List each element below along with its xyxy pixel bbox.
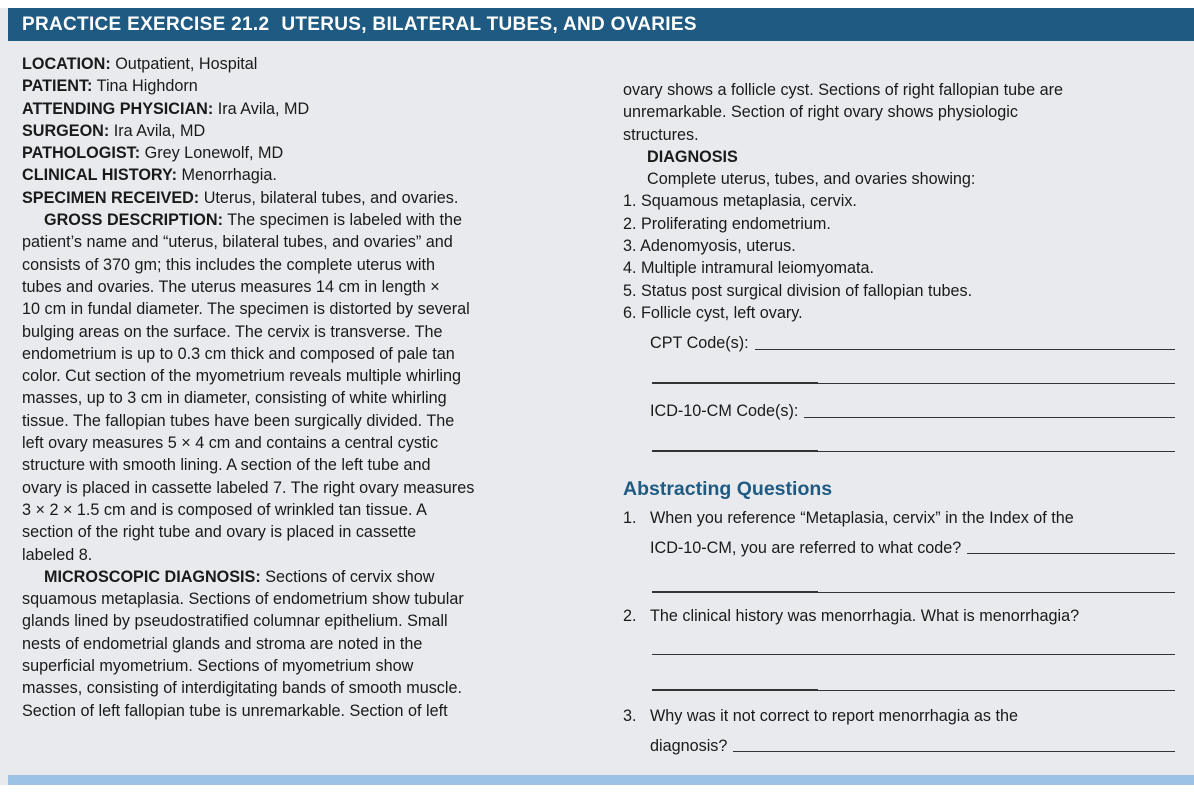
diagnosis-item: 5. Status post surgical division of fallopian tubes. (623, 281, 973, 300)
diagnosis-item: 1. Squamous metaplasia, cervix. (623, 192, 857, 211)
question-3: 3. Why was it not correct to report menorrhagia as the diagnosis? (623, 701, 1175, 795)
field-clinical-history: CLINICAL HISTORY: Menorrhagia. (22, 166, 277, 185)
exercise-number: PRACTICE EXERCISE 21.2 (22, 13, 270, 35)
diagnosis-list (623, 190, 1175, 324)
report-left-column (22, 53, 596, 722)
icd-code-label: ICD-10-CM Code(s): (650, 401, 799, 420)
field-location: LOCATION: Outpatient, Hospital (22, 55, 258, 73)
exercise-subtitle: UTERUS, BILATERAL TUBES, AND OVARIES (281, 13, 697, 35)
report-right-column: ovary shows a follicle cyst. Sections of right fallopian tube are unremarkable. Section of right ovary shows physiologic structures. DIAGNOSIS Complete uterus, tubes, and ovaries showing: 1. Squamous metaplasia, cervix. 2. Proliferating endometrium. 3. Adenomyosis, uterus. 4. Multiple intramural leiomyomata. 5. Status post surgical division of fallopian tubes. 6. Follicle cyst, left ovary. CPT Code(s): ICD-10-CM Code(s): Abstracting Questions 1. When you reference “Metaplasia, cervix” in the Index of the ICD-10-CM, you are referred to what code? 2. The clinical history was menorrhagia. What is menorrhagia? 3. Why was it not correct to report menorrhagia as the diagnosis? (623, 79, 1175, 795)
diagnosis-intro: Complete uterus, tubes, and ovaries showing: (647, 170, 976, 189)
diagnosis-item: 3. Adenomyosis, uterus. (623, 237, 796, 256)
microscopic-diagnosis-label: MICROSCOPIC DIAGNOSIS: (44, 567, 261, 586)
diagnosis-heading: DIAGNOSIS (647, 147, 738, 166)
field-surgeon: SURGEON: Ira Avila, MD (22, 121, 206, 140)
question-3-answer-line[interactable] (733, 731, 1175, 752)
diagnosis-item: 6. Follicle cyst, left ovary. (623, 303, 803, 322)
field-specimen-received: SPECIMEN RECEIVED: Uterus, bilateral tubes, and ovaries. (22, 188, 459, 207)
top-edge (0, 0, 1194, 8)
question-2-answer-line[interactable] (623, 631, 1175, 661)
cpt-code-answer-line-2[interactable] (623, 354, 1175, 388)
icd-code-answer-line[interactable] (804, 401, 1175, 418)
bottom-margin (0, 785, 1194, 801)
diagnosis-item: 2. Proliferating endometrium. (623, 214, 831, 233)
icd-code-answer-line-2[interactable] (623, 422, 1175, 456)
question-1: 1. When you reference “Metaplasia, cervix” in the Index of the ICD-10-CM, you are referred to what code? (623, 503, 1175, 597)
cpt-code-label: CPT Code(s): (650, 333, 749, 352)
question-2-answer-line-2[interactable] (623, 661, 1175, 695)
gross-description-label: GROSS DESCRIPTION: (44, 211, 223, 230)
field-patient: PATIENT: Tina Highdorn (22, 77, 198, 96)
gross-description: GROSS DESCRIPTION: The specimen is labeled with the patient’s name and “uterus, bilateral tubes, and ovaries” and consists of 370 gm; this includes the complete uterus with tubes and ovaries. The uterus measures 14 cm in length × 10 cm in fundal diameter. The specimen is distorted by several bulging areas on the surface. The cervix is transverse. The endometrium is up to 0.3 cm thick and composed of pale tan color. Cut section of the myometrium reveals multiple whirling masses, up to 3 cm in diameter, consisting of white whirling tissue. The fallopian tubes have been surgically divided. The left ovary measures 5 × 4 cm and contains a central cystic structure with smooth lining. A section of the left tube and ovary is placed in cassette labeled 7. The right ovary measures 3 × 2 × 1.5 cm and is composed of wrinkled tan tissue. A section of the right tube and ovary is placed in cassette labeled 8. (22, 211, 475, 564)
icd-code-row (623, 388, 1175, 422)
field-pathologist: PATHOLOGIST: Grey Lonewolf, MD (22, 144, 284, 163)
question-1-answer-line-2[interactable] (623, 563, 1175, 597)
question-2: 2. The clinical history was menorrhagia. What is menorrhagia? (623, 601, 1175, 695)
cpt-code-answer-line[interactable] (755, 333, 1175, 350)
bottom-accent-band (8, 775, 1194, 785)
abstracting-questions-title: Abstracting Questions (623, 478, 833, 501)
field-attending-physician: ATTENDING PHYSICIAN: Ira Avila, MD (22, 99, 310, 118)
cpt-code-row (623, 324, 1175, 354)
microscopic-diagnosis: MICROSCOPIC DIAGNOSIS: Sections of cervix show squamous metaplasia. Sections of endometrium show tubular glands lined by pseudostratified columnar epithelium. Small nests of endometrial glands and stroma are noted in the superficial myometrium. Sections of myometrium show masses, consisting of interdigitating bands of smooth muscle. Section of left fallopian tube is unremarkable. Section of left (22, 567, 464, 720)
question-1-answer-line[interactable] (967, 533, 1175, 554)
diagnosis-item: 4. Multiple intramural leiomyomata. (623, 259, 875, 278)
exercise-title-bar (8, 8, 1194, 41)
